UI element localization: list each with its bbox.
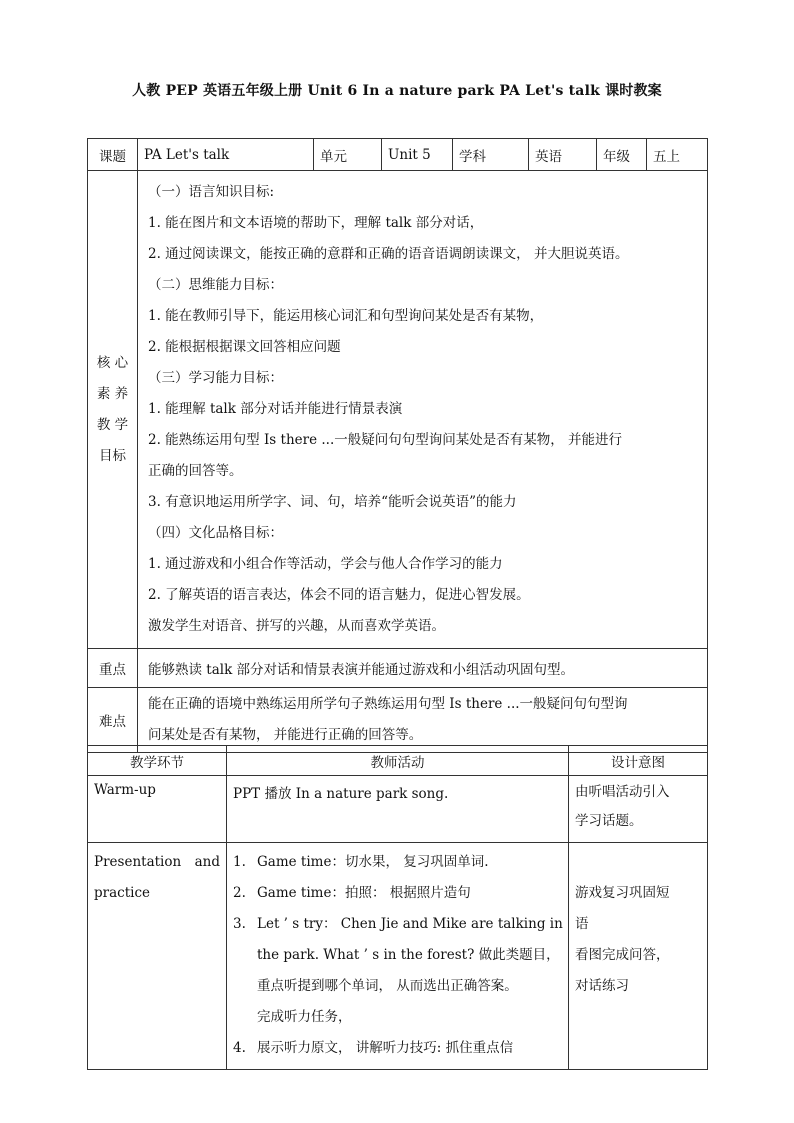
key-point-text: 能够熟读 talk 部分对话和情景表演并能通过游戏和小组活动巩固句型。 [138,649,708,688]
info-row [88,139,708,171]
list-item: 完成听力任务， [257,1009,352,1025]
objectives-label [88,171,138,649]
list-item: the park. What ’ s in the forest? 做此类题目， [257,947,560,963]
presentation-intent [569,843,708,1070]
grade-label: 年级 [597,139,647,171]
warmup-intent-line: 学习话题。 [575,813,643,829]
objective-item: 2. 通过阅读课文，能按正确的意群和正确的语音语调朗读课文， 并大胆说英语。 [148,246,629,262]
difficult-point-row [88,688,708,753]
objective-item: 激发学生对语音、拼写的兴趣，从而喜欢学英语。 [148,618,445,634]
unit-label: 单元 [314,139,382,171]
objective-item: 3. 有意识地运用所学字、词、句，培养“能听会说英语”的能力 [148,494,517,510]
subject-value: 英语 [529,139,597,171]
presentation-row [88,843,708,1070]
objective-item-continued: 正确的回答等。 [148,463,243,479]
header-activity: 教师活动 [227,746,569,776]
difficult-point-text [138,688,708,753]
key-point-label: 重点 [88,649,138,688]
warmup-row [88,776,708,843]
presentation-stage-line [94,847,226,878]
objective-heading: （二）思维能力目标： [148,277,283,293]
grade-value: 五上 [647,139,708,171]
presentation-stage-line: practice [94,885,150,901]
presentation-intent-line: 看图完成问答， [575,947,670,963]
warmup-activity: PPT 播放 In a nature park song. [227,776,569,843]
list-item: 2. Game time：拍照： 根据照片造句 [233,885,471,901]
list-item: 1. Game time：切水果， 复习巩固单词. [233,854,489,870]
objective-heading: （一）语言知识目标: [148,184,275,200]
presentation-activity [227,843,569,1070]
presentation-intent-line: 语 [575,916,589,932]
objectives-label-line: 目标 [99,447,126,464]
presentation-stage-word: and [194,854,220,870]
warmup-intent-line: 由听唱活动引入 [575,784,670,800]
objective-item: 2. 能熟练运用句型 Is there ...一般疑问句句型询问某处是否有某物， 并能进行 [148,432,623,448]
objective-item: 1. 能理解 talk 部分对话并能进行情景表演 [148,401,403,417]
header-stage: 教学环节 [88,746,227,776]
list-item: 3. Let ’ s try： Chen Jie and Mike are talking in [233,916,563,932]
topic-label: 课题 [88,139,138,171]
warmup-intent [569,776,708,843]
presentation-stage [88,843,227,1070]
key-point-row [88,649,708,688]
unit-value: Unit 5 [382,139,453,171]
objective-heading: （四）文化品格目标： [148,525,283,541]
objectives-label-line: 素 养 [96,385,129,402]
objectives-content [138,171,708,649]
objective-item: 1. 能在教师引导下，能运用核心词汇和句型询问某处是否有某物， [148,308,544,324]
objectives-label-line: 教 学 [96,416,129,433]
objective-item: 2. 了解英语的语言表达，体会不同的语言魅力，促进心智发展。 [148,587,530,603]
objectives-label-line: 核 心 [96,354,129,371]
difficult-point-label: 难点 [88,688,138,753]
warmup-stage: Warm-up [88,776,227,843]
topic-value: PA Let's talk [138,139,314,171]
presentation-intent-line: 对话练习 [575,978,629,994]
process-header-row [88,746,708,776]
objective-item: 1. 能在图片和文本语境的帮助下，理解 talk 部分对话， [148,215,484,231]
difficult-point-line: 问某处是否有某物， 并能进行正确的回答等。 [148,727,423,743]
presentation-intent-line: 游戏复习巩固短 [575,885,670,901]
lesson-info-table [87,138,708,753]
objectives-row [88,171,708,649]
list-item: 重点听提到哪个单词， 从而选出正确答案。 [257,978,518,994]
header-intent: 设计意图 [569,746,708,776]
objective-item: 1. 通过游戏和小组合作等活动，学会与他人合作学习的能力 [148,556,503,572]
list-item: 4. 展示听力原文， 讲解听力技巧: 抓住重点信 [233,1040,514,1056]
teaching-process-table [87,745,708,1070]
objective-item: 2. 能根据根据课文回答相应问题 [148,339,341,355]
objective-heading: （三）学习能力目标： [148,370,283,386]
page-title: 人教 PEP 英语五年级上册 Unit 6 In a nature park PA Let's talk 课时教案 [132,83,662,99]
presentation-activity-list [233,847,568,1064]
subject-label: 学科 [453,139,529,171]
difficult-point-line: 能在正确的语境中熟练运用所学句子熟练运用句型 Is there ...一般疑问句句型询 [148,696,628,712]
presentation-stage-word: Presentation [94,854,182,870]
